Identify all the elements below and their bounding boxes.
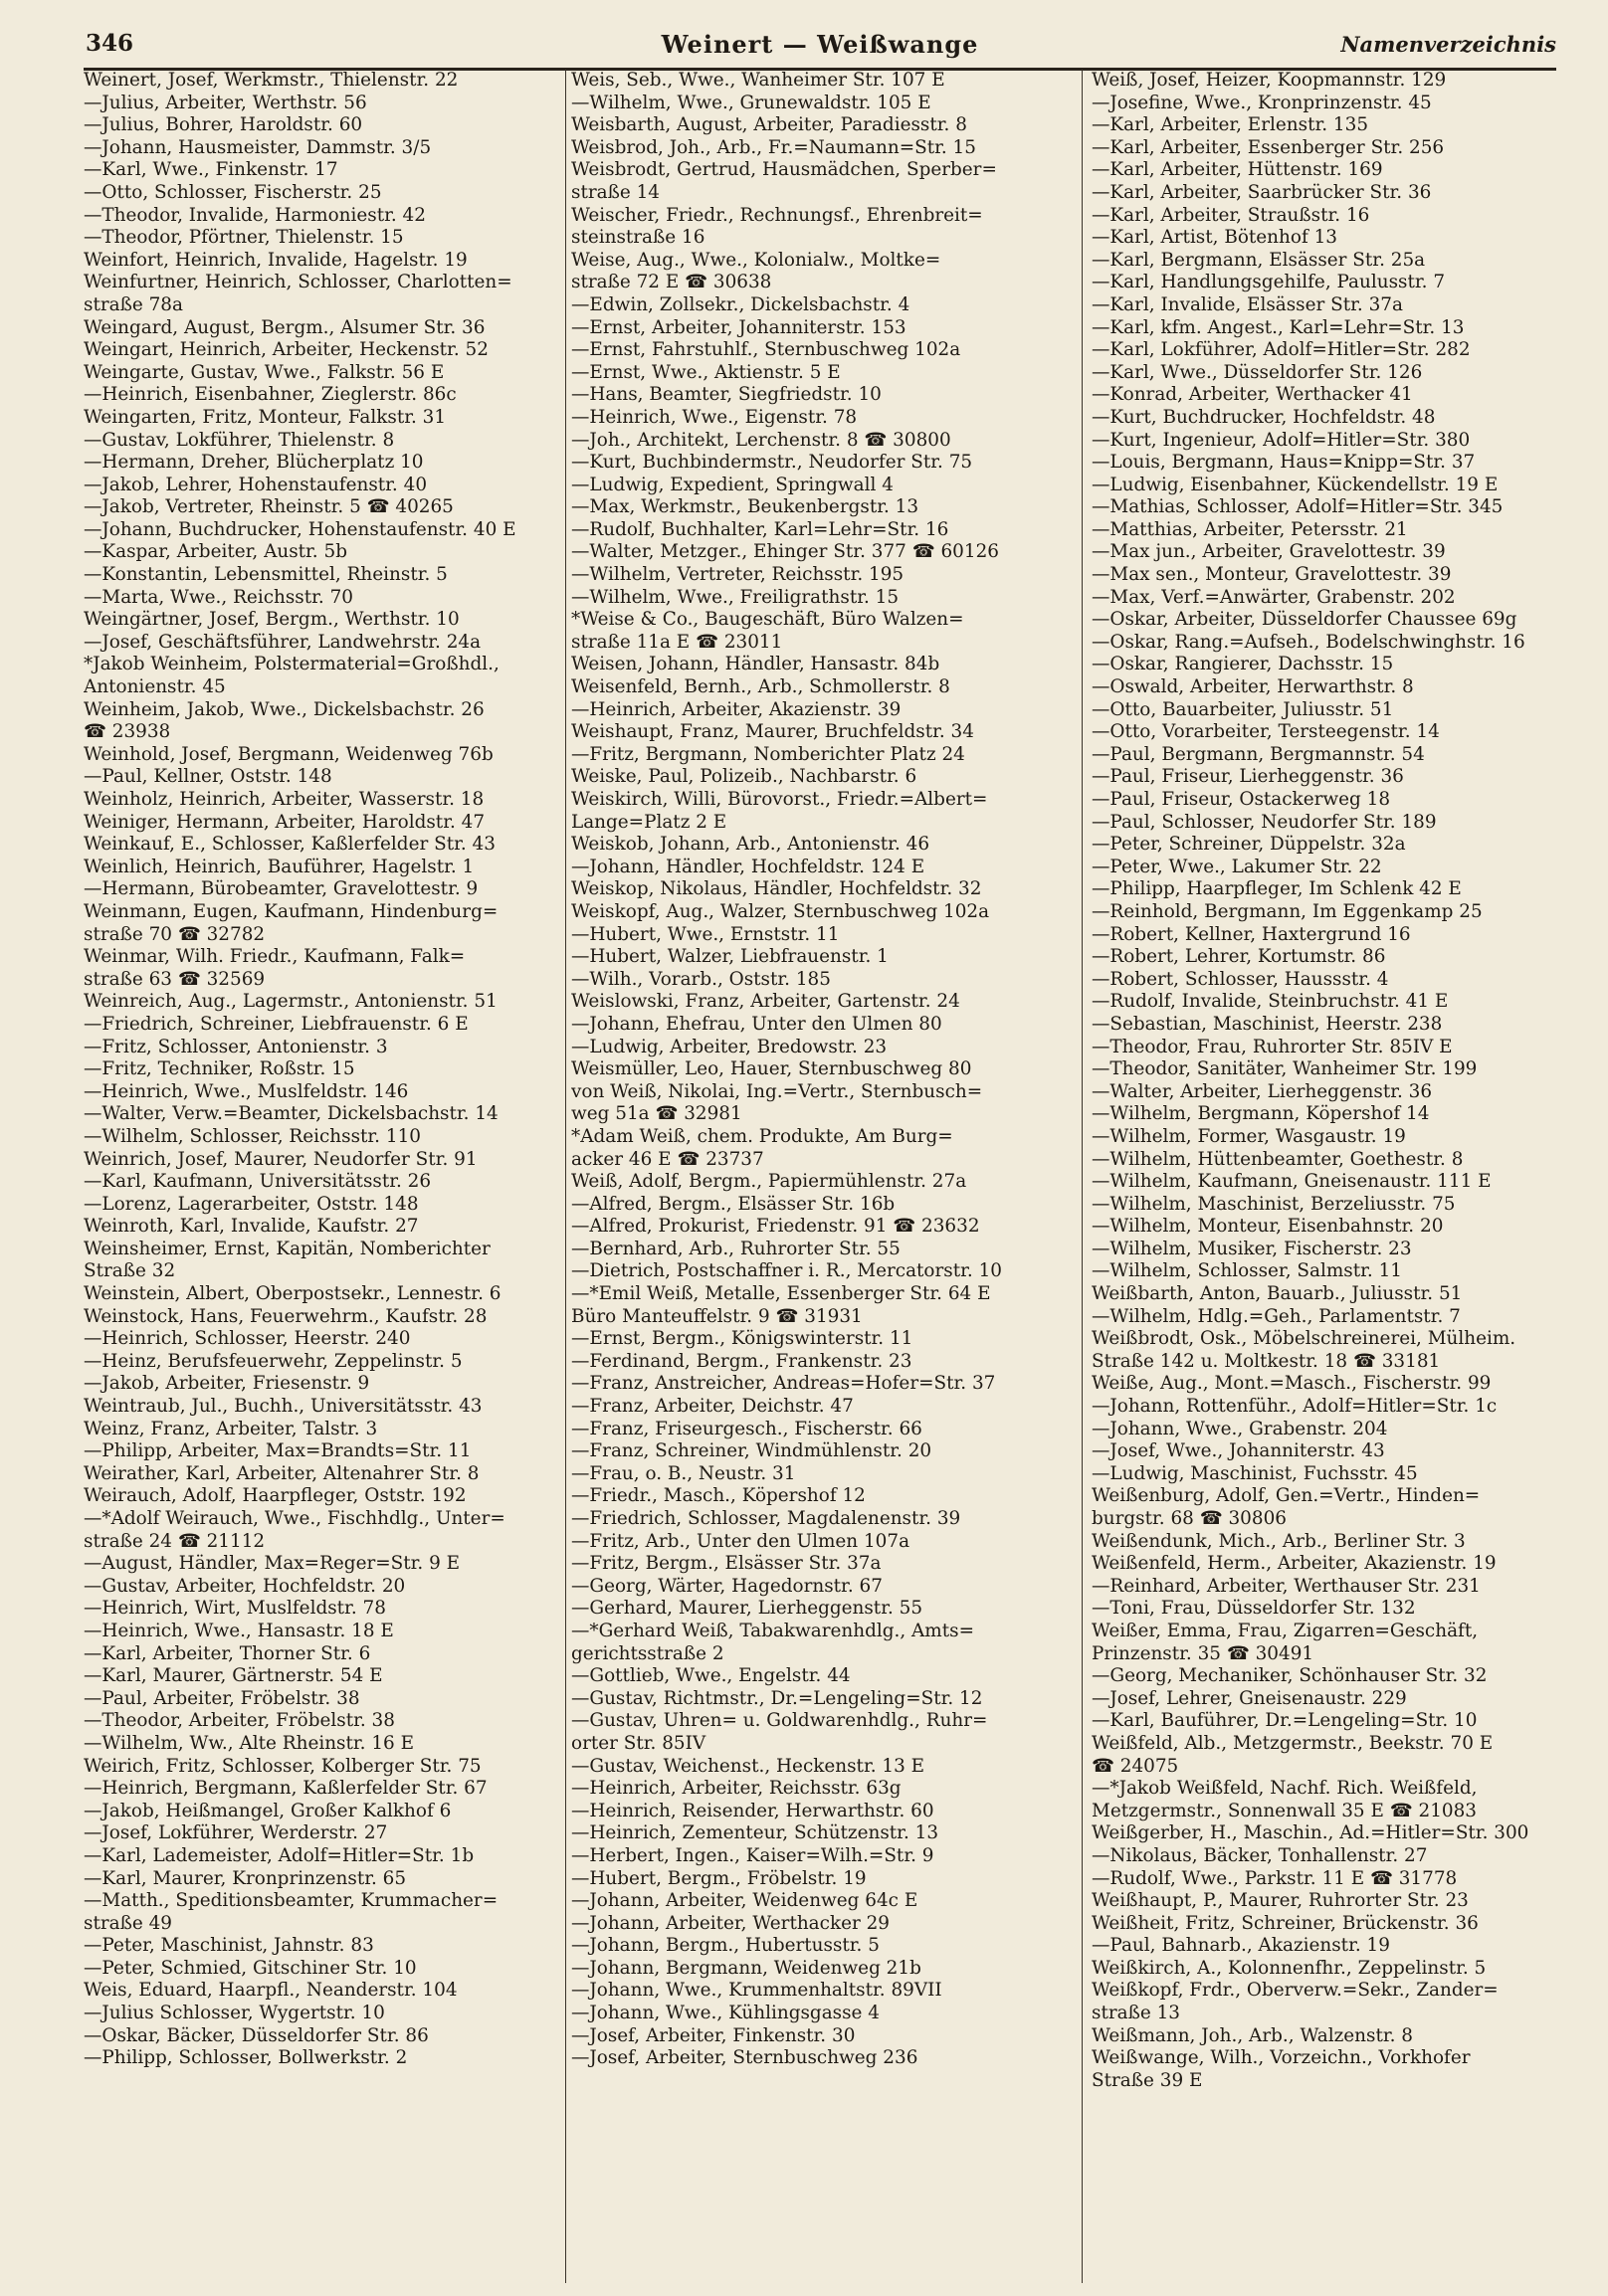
directory-entry: straße 63 ☎ 32569 xyxy=(84,968,266,990)
directory-entry: —Wilhelm, Wwe., Freiligrathstr. 15 xyxy=(571,586,900,608)
directory-entry: —Theodor, Invalide, Harmoniestr. 42 xyxy=(84,204,426,226)
directory-entry: —Wilhelm, Ww., Alte Rheinstr. 16 E xyxy=(84,1732,415,1754)
directory-entry: —Johann, Buchdrucker, Hohenstaufenstr. 40 E xyxy=(84,518,516,540)
directory-entry: —Philipp, Haarpfleger, Im Schlenk 42 E xyxy=(1092,878,1462,900)
directory-entry: —Frau, o. B., Neustr. 31 xyxy=(571,1462,796,1484)
directory-entry: —Karl, Arbeiter, Saarbrücker Str. 36 xyxy=(1092,181,1432,203)
directory-entry: Metzgermstr., Sonnenwall 35 E ☎ 21083 xyxy=(1092,1800,1477,1821)
directory-entry: —Bernhard, Arb., Ruhrorter Str. 55 xyxy=(571,1238,901,1259)
directory-entry: Weißmann, Joh., Arb., Walzenstr. 8 xyxy=(1092,2024,1414,2046)
directory-entry: Weinz, Franz, Arbeiter, Talstr. 3 xyxy=(84,1418,378,1439)
directory-entry: —Johann, Wwe., Grabenstr. 204 xyxy=(1092,1418,1388,1439)
directory-entry: —Heinrich, Wirt, Muslfeldstr. 78 xyxy=(84,1598,386,1620)
directory-entry: —Paul, Bergmann, Bergmannstr. 54 xyxy=(1092,743,1425,765)
directory-entry: —Peter, Schreiner, Düppelstr. 32a xyxy=(1092,834,1406,856)
directory-entry: —Wilhelm, Former, Wasgaustr. 19 xyxy=(1092,1125,1406,1147)
directory-entry: —Konrad, Arbeiter, Werthacker 41 xyxy=(1092,384,1413,406)
directory-entry: —Georg, Wärter, Hagedornstr. 67 xyxy=(571,1575,883,1597)
directory-entry: Weinheim, Jakob, Wwe., Dickelsbachstr. 26 xyxy=(84,698,485,720)
directory-entry: —Gustav, Richtmstr., Dr.=Lengeling=Str. 12 xyxy=(571,1687,983,1709)
directory-entry: —Theodor, Arbeiter, Fröbelstr. 38 xyxy=(84,1710,395,1732)
directory-entry: Weinstock, Hans, Feuerwehrm., Kaufstr. 28 xyxy=(84,1305,488,1327)
directory-entry: straße 72 E ☎ 30638 xyxy=(571,272,772,293)
section-title: Namenverzeichnis xyxy=(1340,32,1556,57)
directory-entry: Weisen, Johann, Händler, Hansastr. 84b xyxy=(571,654,940,675)
directory-entry: Weiße, Aug., Mont.=Masch., Fischerstr. 99 xyxy=(1092,1373,1492,1395)
directory-entry: —Fritz, Bergm., Elsässer Str. 37a xyxy=(571,1553,882,1575)
directory-entry: —Karl, Wwe., Finkenstr. 17 xyxy=(84,159,338,181)
directory-entry: Weingärtner, Josef, Bergm., Werthstr. 10 xyxy=(84,609,460,631)
directory-entry: Weis, Seb., Wwe., Wanheimer Str. 107 E xyxy=(571,70,945,91)
directory-entry: —Johann, Bergm., Hubertusstr. 5 xyxy=(571,1935,880,1957)
directory-entry: Weinholz, Heinrich, Arbeiter, Wasserstr. 18 xyxy=(84,789,485,810)
directory-entry: —Julius, Bohrer, Haroldstr. 60 xyxy=(84,114,363,136)
directory-entry: —Wilhelm, Schlosser, Reichsstr. 110 xyxy=(84,1125,421,1147)
directory-entry: —Reinhard, Arbeiter, Werthauser Str. 231 xyxy=(1092,1575,1481,1597)
directory-entry: —Hermann, Dreher, Blücherplatz 10 xyxy=(84,452,424,474)
directory-entry: straße 14 xyxy=(571,181,660,203)
directory-entry: Weishaupt, Franz, Maurer, Bruchfeldstr. 34 xyxy=(571,721,974,743)
directory-entry: —Friedr., Masch., Köpershof 12 xyxy=(571,1485,866,1507)
directory-entry: —Wilhelm, Maschinist, Berzeliusstr. 75 xyxy=(1092,1193,1456,1215)
directory-entry: —Matth., Speditionsbeamter, Krummacher= xyxy=(84,1890,499,1912)
directory-entry: —Gustav, Lokführer, Thielenstr. 8 xyxy=(84,429,395,451)
directory-entry: von Weiß, Nikolai, Ing.=Vertr., Sternbusch= xyxy=(571,1080,983,1102)
directory-entry: —August, Händler, Max=Reger=Str. 9 E xyxy=(84,1553,461,1575)
directory-entry: —Rudolf, Wwe., Parkstr. 11 E ☎ 31778 xyxy=(1092,1867,1458,1889)
directory-entry: —Johann, Arbeiter, Weidenweg 64c E xyxy=(571,1890,918,1912)
directory-column-2 xyxy=(571,70,1069,2283)
directory-entry: —Fritz, Schlosser, Antonienstr. 3 xyxy=(84,1036,388,1057)
directory-entry: —Heinrich, Schlosser, Heerstr. 240 xyxy=(84,1328,411,1350)
directory-entry: —Jakob, Lehrer, Hohenstaufenstr. 40 xyxy=(84,474,428,495)
directory-entry: Weißbrodt, Osk., Möbelschreinerei, Mülheim. xyxy=(1092,1328,1516,1350)
directory-entry: —Ernst, Bergm., Königswinterstr. 11 xyxy=(571,1328,913,1350)
directory-entry: —Ernst, Fahrstuhlf., Sternbuschweg 102a xyxy=(571,339,961,361)
directory-entry: —Franz, Anstreicher, Andreas=Hofer=Str. 37 xyxy=(571,1373,996,1395)
directory-entry: —Wilh., Vorarb., Oststr. 185 xyxy=(571,968,831,990)
directory-entry: Weisbrodt, Gertrud, Hausmädchen, Sperber= xyxy=(571,159,997,181)
directory-entry: Weiß, Josef, Heizer, Koopmannstr. 129 xyxy=(1092,70,1447,91)
directory-entry: —Julius, Arbeiter, Werthstr. 56 xyxy=(84,92,367,113)
directory-entry: —Gustav, Arbeiter, Hochfeldstr. 20 xyxy=(84,1575,406,1597)
directory-entry: Weiskop, Nikolaus, Händler, Hochfeldstr. 32 xyxy=(571,878,982,900)
directory-entry: Weiniger, Hermann, Arbeiter, Haroldstr. 47 xyxy=(84,811,486,833)
directory-entry: —Wilhelm, Wwe., Grunewaldstr. 105 E xyxy=(571,92,931,113)
directory-entry: Weißfeld, Alb., Metzgermstr., Beekstr. 70 E xyxy=(1092,1732,1494,1754)
directory-entry: —Oskar, Bäcker, Düsseldorfer Str. 86 xyxy=(84,2024,429,2046)
directory-entry: —Josef, Arbeiter, Finkenstr. 30 xyxy=(571,2024,856,2046)
directory-entry: Weinert, Josef, Werkmstr., Thielenstr. 22 xyxy=(84,70,459,91)
directory-entry: —Walter, Verw.=Beamter, Dickelsbachstr. 14 xyxy=(84,1103,499,1125)
directory-entry: —Jakob, Arbeiter, Friesenstr. 9 xyxy=(84,1373,370,1395)
directory-entry: —Rudolf, Invalide, Steinbruchstr. 41 E xyxy=(1092,991,1449,1013)
directory-entry: —Wilhelm, Schlosser, Salmstr. 11 xyxy=(1092,1260,1402,1282)
directory-entry: —Kurt, Buchbindermstr., Neudorfer Str. 75 xyxy=(571,452,973,474)
directory-entry: —Robert, Lehrer, Kortumstr. 86 xyxy=(1092,946,1386,968)
directory-entry: Weinlich, Heinrich, Bauführer, Hagelstr. 1 xyxy=(84,856,475,877)
directory-entry: —Max, Werkmstr., Beukenbergstr. 13 xyxy=(571,496,919,518)
directory-entry: Weißhaupt, P., Maurer, Ruhrorter Str. 23 xyxy=(1092,1890,1469,1912)
directory-entry: —Wilhelm, Bergmann, Köpershof 14 xyxy=(1092,1103,1430,1125)
directory-entry: Weismüller, Leo, Hauer, Sternbuschweg 80 xyxy=(571,1058,972,1080)
directory-entry: Weinmar, Wilh. Friedr., Kaufmann, Falk= xyxy=(84,946,466,968)
directory-entry: straße 11a E ☎ 23011 xyxy=(571,631,783,653)
directory-entry: —Lorenz, Lagerarbeiter, Oststr. 148 xyxy=(84,1193,419,1215)
directory-entry: —Otto, Schlosser, Fischerstr. 25 xyxy=(84,181,382,203)
directory-entry: —Karl, Lokführer, Adolf=Hitler=Str. 282 xyxy=(1092,339,1471,361)
directory-entry: —Theodor, Pförtner, Thielenstr. 15 xyxy=(84,227,404,249)
directory-column-1 xyxy=(84,70,559,2283)
directory-entry: —Josef, Arbeiter, Sternbuschweg 236 xyxy=(571,2047,918,2069)
directory-entry: —Heinrich, Bergmann, Kaßlerfelder Str. 67 xyxy=(84,1778,488,1800)
directory-entry: Prinzenstr. 35 ☎ 30491 xyxy=(1092,1642,1314,1664)
directory-entry: —Karl, Handlungsgehilfe, Paulusstr. 7 xyxy=(1092,272,1446,293)
directory-entry: —Karl, Arbeiter, Thorner Str. 6 xyxy=(84,1642,371,1664)
directory-entry: —Wilhelm, Vertreter, Reichsstr. 195 xyxy=(571,564,904,586)
directory-entry: —Johann, Wwe., Kühlingsgasse 4 xyxy=(571,2003,880,2024)
directory-entry: —Gerhard, Maurer, Lierheggenstr. 55 xyxy=(571,1598,923,1620)
directory-entry: Weißwange, Wilh., Vorzeichn., Vorkhofer xyxy=(1092,2047,1471,2069)
directory-entry: Weischer, Friedr., Rechnungsf., Ehrenbreit= xyxy=(571,204,983,226)
directory-entry: —Josefine, Wwe., Kronprinzenstr. 45 xyxy=(1092,92,1432,113)
directory-entry: —Josef, Wwe., Johanniterstr. 43 xyxy=(1092,1440,1385,1462)
directory-entry: —Johann, Händler, Hochfeldstr. 124 E xyxy=(571,856,925,877)
directory-entry: straße 13 xyxy=(1092,2003,1180,2024)
directory-entry: —Fritz, Bergmann, Nomberichter Platz 24 xyxy=(571,743,965,765)
directory-entry: straße 24 ☎ 21112 xyxy=(84,1530,266,1552)
directory-entry: —Max, Verf.=Anwärter, Grabenstr. 202 xyxy=(1092,586,1456,608)
directory-entry: —Gottlieb, Wwe., Engelstr. 44 xyxy=(571,1665,851,1687)
directory-entry: —Sebastian, Maschinist, Heerstr. 238 xyxy=(1092,1013,1443,1035)
directory-entry: —Josef, Geschäftsführer, Landwehrstr. 24a xyxy=(84,631,482,653)
directory-entry: —Marta, Wwe., Reichsstr. 70 xyxy=(84,586,353,608)
directory-entry: —Walter, Arbeiter, Lierheggenstr. 36 xyxy=(1092,1080,1433,1102)
directory-entry: Weirauch, Adolf, Haarpfleger, Oststr. 192 xyxy=(84,1485,467,1507)
directory-entry: —Heinrich, Wwe., Hansastr. 18 E xyxy=(84,1620,394,1641)
directory-entry: Weinfurtner, Heinrich, Schlosser, Charlotten= xyxy=(84,272,512,293)
directory-entry: —Edwin, Zollsekr., Dickelsbachstr. 4 xyxy=(571,293,910,315)
directory-entry: Straße 142 u. Moltkestr. 18 ☎ 33181 xyxy=(1092,1350,1441,1372)
directory-entry: —Toni, Frau, Düsseldorfer Str. 132 xyxy=(1092,1598,1416,1620)
directory-entry: —Karl, Lademeister, Adolf=Hitler=Str. 1b xyxy=(84,1844,475,1866)
directory-entry: —Wilhelm, Kaufmann, Gneisenaustr. 111 E xyxy=(1092,1171,1492,1193)
directory-entry: —*Adolf Weirauch, Wwe., Fischhdlg., Unter= xyxy=(84,1508,505,1529)
directory-entry: *Jakob Weinheim, Polstermaterial=Großhdl., xyxy=(84,654,500,675)
directory-entry: —Theodor, Frau, Ruhrorter Str. 85IV E xyxy=(1092,1036,1453,1057)
directory-entry: —Max sen., Monteur, Gravelottestr. 39 xyxy=(1092,564,1452,586)
directory-entry: —Ernst, Arbeiter, Johanniterstr. 153 xyxy=(571,316,906,338)
directory-entry: —Jakob, Vertreter, Rheinstr. 5 ☎ 40265 xyxy=(84,496,454,518)
directory-entry: —Dietrich, Postschaffner i. R., Mercatorstr. 10 xyxy=(571,1260,1002,1282)
directory-entry: —Ludwig, Eisenbahner, Kückendellstr. 19 E xyxy=(1092,474,1499,495)
directory-entry: —Matthias, Arbeiter, Petersstr. 21 xyxy=(1092,518,1408,540)
directory-entry: —Karl, Kaufmann, Universitätsstr. 26 xyxy=(84,1171,432,1193)
directory-entry: —Oswald, Arbeiter, Herwarthstr. 8 xyxy=(1092,676,1414,698)
directory-entry: Weinrich, Josef, Maurer, Neudorfer Str. 91 xyxy=(84,1148,478,1170)
directory-entry: —Heinrich, Wwe., Muslfeldstr. 146 xyxy=(84,1080,409,1102)
directory-entry: gerichtsstraße 2 xyxy=(571,1642,724,1664)
page-number: 346 xyxy=(86,30,134,57)
directory-entry: —Gustav, Weichenst., Heckenstr. 13 E xyxy=(571,1755,925,1777)
directory-entry: —Alfred, Prokurist, Friedenstr. 91 ☎ 23632 xyxy=(571,1216,980,1238)
directory-entry: Weinroth, Karl, Invalide, Kaufstr. 27 xyxy=(84,1216,419,1238)
directory-entry: —Nikolaus, Bäcker, Tonhallenstr. 27 xyxy=(1092,1844,1428,1866)
directory-entry: —Alfred, Bergm., Elsässer Str. 16b xyxy=(571,1193,896,1215)
directory-entry: Weiskopf, Aug., Walzer, Sternbuschweg 102a xyxy=(571,900,990,922)
column-divider xyxy=(1082,70,1083,2283)
directory-entry: Weißenfeld, Herm., Arbeiter, Akazienstr. 19 xyxy=(1092,1553,1497,1575)
directory-entry: —Hubert, Walzer, Liebfrauenstr. 1 xyxy=(571,946,889,968)
directory-entry: —Karl, Wwe., Düsseldorfer Str. 126 xyxy=(1092,361,1423,383)
directory-entry: —Heinz, Berufsfeuerwehr, Zeppelinstr. 5 xyxy=(84,1350,463,1372)
directory-entry: —Kurt, Ingenieur, Adolf=Hitler=Str. 380 xyxy=(1092,429,1471,451)
directory-entry: —Peter, Schmied, Gitschiner Str. 10 xyxy=(84,1957,417,1979)
directory-entry: Weiskirch, Willi, Bürovorst., Friedr.=Albert= xyxy=(571,789,988,810)
directory-entry: Weisbrod, Joh., Arb., Fr.=Naumann=Str. 15 xyxy=(571,136,976,158)
directory-entry: —Rudolf, Buchhalter, Karl=Lehr=Str. 16 xyxy=(571,518,949,540)
directory-entry: —Karl, Arbeiter, Essenberger Str. 256 xyxy=(1092,136,1445,158)
directory-entry: —Joh., Architekt, Lerchenstr. 8 ☎ 30800 xyxy=(571,429,951,451)
directory-entry: —Philipp, Arbeiter, Max=Brandts=Str. 11 xyxy=(84,1440,472,1462)
directory-entry: —Louis, Bergmann, Haus=Knipp=Str. 37 xyxy=(1092,452,1476,474)
directory-entry: —Julius Schlosser, Wygertstr. 10 xyxy=(84,2003,385,2024)
directory-entry: straße 78a xyxy=(84,293,183,315)
directory-entry: —Hubert, Wwe., Ernststr. 11 xyxy=(571,923,840,945)
directory-entry: Weiß, Adolf, Bergm., Papiermühlenstr. 27a xyxy=(571,1171,967,1193)
directory-entry: —Theodor, Sanitäter, Wanheimer Str. 199 xyxy=(1092,1058,1478,1080)
directory-entry: —Walter, Metzger., Ehinger Str. 377 ☎ 60126 xyxy=(571,541,999,563)
directory-entry: Weißenburg, Adolf, Gen.=Vertr., Hinden= xyxy=(1092,1485,1481,1507)
directory-entry: Weislowski, Franz, Arbeiter, Gartenstr. 24 xyxy=(571,991,960,1013)
directory-entry: Weinfort, Heinrich, Invalide, Hagelstr. 19 xyxy=(84,249,468,271)
directory-entry: Weißendunk, Mich., Arb., Berliner Str. 3 xyxy=(1092,1530,1466,1552)
directory-entry: steinstraße 16 xyxy=(571,227,705,249)
directory-entry: —Ferdinand, Bergm., Frankenstr. 23 xyxy=(571,1350,912,1372)
directory-entry: —Oskar, Rang.=Aufseh., Bodelschwinghstr. 16 xyxy=(1092,631,1525,653)
directory-entry: Weinsheimer, Ernst, Kapitän, Nomberichter xyxy=(84,1238,491,1259)
directory-entry: —Ludwig, Expedient, Springwall 4 xyxy=(571,474,894,495)
directory-entry: —Karl, Maurer, Gärtnerstr. 54 E xyxy=(84,1665,383,1687)
directory-entry: Lange=Platz 2 E xyxy=(571,811,727,833)
directory-entry: Weingarten, Fritz, Monteur, Falkstr. 31 xyxy=(84,406,447,428)
directory-entry: —Johann, Wwe., Krummenhaltstr. 89VII xyxy=(571,1980,942,2002)
directory-entry: —Josef, Lokführer, Werderstr. 27 xyxy=(84,1822,388,1844)
directory-entry: Weise, Aug., Wwe., Kolonialw., Moltke= xyxy=(571,249,941,271)
directory-entry: —*Gerhard Weiß, Tabakwarenhdlg., Amts= xyxy=(571,1620,974,1641)
directory-entry: —Hans, Beamter, Siegfriedstr. 10 xyxy=(571,384,882,406)
directory-entry: —Max jun., Arbeiter, Gravelottestr. 39 xyxy=(1092,541,1446,563)
directory-entry: Weis, Eduard, Haarpfl., Neanderstr. 104 xyxy=(84,1980,458,2002)
directory-entry: Antonienstr. 45 xyxy=(84,676,226,698)
directory-entry: —Franz, Arbeiter, Deichstr. 47 xyxy=(571,1396,854,1418)
directory-entry: —Karl, Arbeiter, Erlenstr. 135 xyxy=(1092,114,1369,136)
directory-entry: —Karl, Invalide, Elsässer Str. 37a xyxy=(1092,293,1403,315)
directory-entry: —Heinrich, Wwe., Eigenstr. 78 xyxy=(571,406,858,428)
directory-entry: Straße 39 E xyxy=(1092,2069,1203,2091)
directory-entry: —Karl, Artist, Bötenhof 13 xyxy=(1092,227,1337,249)
directory-entry: —Karl, Arbeiter, Hüttenstr. 169 xyxy=(1092,159,1383,181)
directory-entry: Weintraub, Jul., Buchh., Universitätsstr. 43 xyxy=(84,1396,483,1418)
directory-entry: *Adam Weiß, chem. Produkte, Am Burg= xyxy=(571,1125,953,1147)
directory-entry: —Johann, Ehefrau, Unter den Ulmen 80 xyxy=(571,1013,942,1035)
directory-entry: —Wilhelm, Monteur, Eisenbahnstr. 20 xyxy=(1092,1216,1444,1238)
directory-entry: Weißkopf, Frdr., Oberverw.=Sekr., Zander= xyxy=(1092,1980,1499,2002)
directory-entry: —Oskar, Arbeiter, Düsseldorfer Chaussee 69g xyxy=(1092,609,1517,631)
directory-entry: —Kaspar, Arbeiter, Austr. 5b xyxy=(84,541,347,563)
directory-entry: Weisenfeld, Bernh., Arb., Schmollerstr. 8 xyxy=(571,676,950,698)
directory-entry: —*Emil Weiß, Metalle, Essenberger Str. 64 E xyxy=(571,1283,991,1305)
directory-entry: Weingart, Heinrich, Arbeiter, Heckenstr. 52 xyxy=(84,339,489,361)
directory-entry: Weinreich, Aug., Lagermstr., Antonienstr. 51 xyxy=(84,991,498,1013)
directory-entry: —Paul, Kellner, Oststr. 148 xyxy=(84,766,332,788)
directory-entry: Weißgerber, H., Maschin., Ad.=Hitler=Str. 300 xyxy=(1092,1822,1529,1844)
column-divider xyxy=(565,70,566,2283)
directory-entry: Weiske, Paul, Polizeib., Nachbarstr. 6 xyxy=(571,766,917,788)
directory-entry: —Robert, Schlosser, Haussstr. 4 xyxy=(1092,968,1389,990)
directory-entry: —Kurt, Buchdrucker, Hochfeldstr. 48 xyxy=(1092,406,1436,428)
directory-entry: —Otto, Bauarbeiter, Juliusstr. 51 xyxy=(1092,698,1394,720)
directory-entry: —Johann, Bergmann, Weidenweg 21b xyxy=(571,1957,921,1979)
directory-entry: —Oskar, Rangierer, Dachsstr. 15 xyxy=(1092,654,1394,675)
directory-entry: —Wilhelm, Hüttenbeamter, Goethestr. 8 xyxy=(1092,1148,1464,1170)
directory-column-3 xyxy=(1092,70,1559,2283)
directory-entry: —Konstantin, Lebensmittel, Rheinstr. 5 xyxy=(84,564,448,586)
directory-entry: —Peter, Maschinist, Jahnstr. 83 xyxy=(84,1935,374,1957)
directory-entry: —Paul, Bahnarb., Akazienstr. 19 xyxy=(1092,1935,1390,1957)
directory-entry: —Wilhelm, Musiker, Fischerstr. 23 xyxy=(1092,1238,1412,1259)
directory-entry: —Heinrich, Zementeur, Schützenstr. 13 xyxy=(571,1822,939,1844)
directory-entry: —Reinhold, Bergmann, Im Eggenkamp 25 xyxy=(1092,900,1483,922)
directory-entry: Weißkirch, A., Kolonnenfhr., Zeppelinstr. 5 xyxy=(1092,1957,1487,1979)
directory-entry: Weiskob, Johann, Arb., Antonienstr. 46 xyxy=(571,834,930,856)
directory-entry: —Paul, Friseur, Ostackerweg 18 xyxy=(1092,789,1391,810)
directory-entry: —Karl, Bergmann, Elsässer Str. 25a xyxy=(1092,249,1426,271)
directory-entry: —Philipp, Schlosser, Bollwerkstr. 2 xyxy=(84,2047,408,2069)
directory-entry: —Jakob, Heißmangel, Großer Kalkhof 6 xyxy=(84,1800,452,1821)
directory-entry: Weinstein, Albert, Oberpostsekr., Lennestr. 6 xyxy=(84,1283,502,1305)
directory-entry: —Paul, Friseur, Lierheggenstr. 36 xyxy=(1092,766,1404,788)
directory-entry: —Franz, Schreiner, Windmühlenstr. 20 xyxy=(571,1440,932,1462)
directory-entry: Weirather, Karl, Arbeiter, Altenahrer Str. 8 xyxy=(84,1462,480,1484)
directory-entry: —Heinrich, Eisenbahner, Zieglerstr. 86c xyxy=(84,384,457,406)
directory-entry: Weißheit, Fritz, Schreiner, Brückenstr. 36 xyxy=(1092,1912,1479,1934)
directory-entry: Weinhold, Josef, Bergmann, Weidenweg 76b xyxy=(84,743,494,765)
directory-entry: Straße 32 xyxy=(84,1260,176,1282)
running-title: Weinert — Weißwange xyxy=(661,30,979,59)
directory-entry: —Friedrich, Schlosser, Magdalenenstr. 39 xyxy=(571,1508,961,1529)
directory-entry: Weirich, Fritz, Schlosser, Kolberger Str. 75 xyxy=(84,1755,482,1777)
directory-entry: —Ludwig, Maschinist, Fuchsstr. 45 xyxy=(1092,1462,1418,1484)
directory-entry: orter Str. 85IV xyxy=(571,1732,706,1754)
directory-entry: Weißbarth, Anton, Bauarb., Juliusstr. 51 xyxy=(1092,1283,1463,1305)
directory-entry: straße 70 ☎ 32782 xyxy=(84,923,266,945)
directory-entry: ☎ 23938 xyxy=(84,721,171,743)
directory-entry: —Wilhelm, Hdlg.=Geh., Parlamentstr. 7 xyxy=(1092,1305,1461,1327)
directory-entry: Weingard, August, Bergm., Alsumer Str. 36 xyxy=(84,316,486,338)
directory-entry: —Karl, Bauführer, Dr.=Lengeling=Str. 10 xyxy=(1092,1710,1478,1732)
directory-entry: —Heinrich, Reisender, Herwarthstr. 60 xyxy=(571,1800,934,1821)
directory-entry: —Fritz, Techniker, Roßstr. 15 xyxy=(84,1058,355,1080)
directory-entry: —Ludwig, Arbeiter, Bredowstr. 23 xyxy=(571,1036,888,1057)
directory-entry: —Georg, Mechaniker, Schönhauser Str. 32 xyxy=(1092,1665,1488,1687)
directory-entry: —Karl, Arbeiter, Straußstr. 16 xyxy=(1092,204,1370,226)
directory-entry: —Josef, Lehrer, Gneisenaustr. 229 xyxy=(1092,1687,1407,1709)
directory-entry: Weinkauf, E., Schlosser, Kaßlerfelder Str. 43 xyxy=(84,834,496,856)
directory-entry: —Paul, Schlosser, Neudorfer Str. 189 xyxy=(1092,811,1437,833)
directory-entry: Weingarte, Gustav, Wwe., Falkstr. 56 E xyxy=(84,361,445,383)
directory-entry: —Karl, kfm. Angest., Karl=Lehr=Str. 13 xyxy=(1092,316,1465,338)
directory-entry: Weißer, Emma, Frau, Zigarren=Geschäft, xyxy=(1092,1620,1479,1641)
directory-entry: —Friedrich, Schreiner, Liebfrauenstr. 6 E xyxy=(84,1013,469,1035)
directory-entry: —Herbert, Ingen., Kaiser=Wilh.=Str. 9 xyxy=(571,1844,934,1866)
directory-entry: —Robert, Kellner, Haxtergrund 16 xyxy=(1092,923,1411,945)
directory-entry: —Ernst, Wwe., Aktienstr. 5 E xyxy=(571,361,841,383)
directory-entry: Weinmann, Eugen, Kaufmann, Hindenburg= xyxy=(84,900,499,922)
page-header xyxy=(84,24,1556,71)
directory-entry: —Peter, Wwe., Lakumer Str. 22 xyxy=(1092,856,1382,877)
directory-entry: —Otto, Vorarbeiter, Tersteegenstr. 14 xyxy=(1092,721,1440,743)
directory-entry: —Fritz, Arb., Unter den Ulmen 107a xyxy=(571,1530,910,1552)
directory-entry: —Heinrich, Arbeiter, Reichsstr. 63g xyxy=(571,1778,902,1800)
directory-entry: —Heinrich, Arbeiter, Akazienstr. 39 xyxy=(571,698,902,720)
directory-entry: straße 49 xyxy=(84,1912,172,1934)
directory-entry: ☎ 24075 xyxy=(1092,1755,1179,1777)
directory-entry: burgstr. 68 ☎ 30806 xyxy=(1092,1508,1287,1529)
directory-entry: —Franz, Friseurgesch., Fischerstr. 66 xyxy=(571,1418,922,1439)
directory-entry: —*Jakob Weißfeld, Nachf. Rich. Weißfeld, xyxy=(1092,1778,1478,1800)
directory-entry: weg 51a ☎ 32981 xyxy=(571,1103,742,1125)
directory-entry: —Karl, Maurer, Kronprinzenstr. 65 xyxy=(84,1867,407,1889)
directory-entry: —Johann, Rottenführ., Adolf=Hitler=Str. 1c xyxy=(1092,1396,1498,1418)
directory-entry: —Hubert, Bergm., Fröbelstr. 19 xyxy=(571,1867,867,1889)
directory-entry: —Johann, Arbeiter, Werthacker 29 xyxy=(571,1912,891,1934)
directory-entry: —Hermann, Bürobeamter, Gravelottestr. 9 xyxy=(84,878,479,900)
directory-entry: Büro Manteuffelstr. 9 ☎ 31931 xyxy=(571,1305,863,1327)
directory-entry: *Weise & Co., Baugeschäft, Büro Walzen= xyxy=(571,609,964,631)
directory-entry: —Mathias, Schlosser, Adolf=Hitler=Str. 345 xyxy=(1092,496,1504,518)
directory-entry: —Johann, Hausmeister, Dammstr. 3/5 xyxy=(84,136,432,158)
directory-entry: —Paul, Arbeiter, Fröbelstr. 38 xyxy=(84,1687,360,1709)
directory-entry: —Gustav, Uhren= u. Goldwarenhdlg., Ruhr= xyxy=(571,1710,988,1732)
directory-entry: Weisbarth, August, Arbeiter, Paradiesstr. 8 xyxy=(571,114,967,136)
directory-entry: acker 46 E ☎ 23737 xyxy=(571,1148,764,1170)
